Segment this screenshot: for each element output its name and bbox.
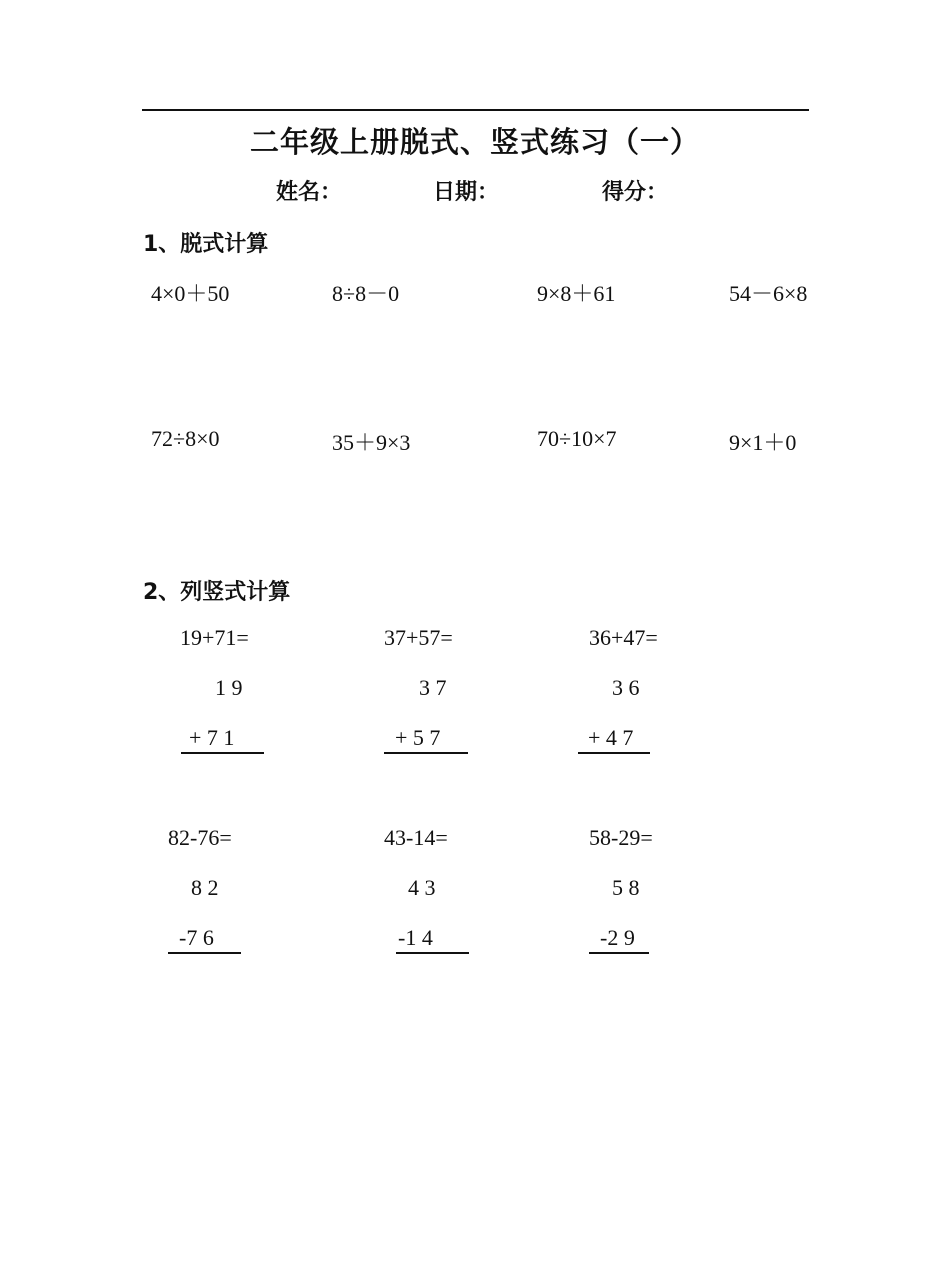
score-field-label: 得分： — [602, 180, 669, 205]
expression: 9×1＋0 — [729, 430, 797, 455]
vertical-problem-top-number: 3 7 — [419, 675, 447, 700]
vertical-problem-bottom-number: + 5 7 — [384, 725, 468, 754]
vertical-problem-top-number: 1 9 — [215, 675, 243, 700]
vertical-problem-equation: 58-29= — [589, 825, 653, 850]
vertical-problem-bottom-number: -2 9 — [589, 925, 649, 954]
vertical-problem-equation: 82-76= — [168, 825, 232, 850]
top-divider-line — [142, 109, 809, 111]
expression: 9×8＋61 — [537, 281, 616, 306]
expression: 72÷8×0 — [151, 426, 220, 451]
vertical-problem-top-number: 8 2 — [191, 875, 219, 900]
expression: 8÷8－0 — [332, 281, 400, 306]
vertical-problem-bottom-number: + 7 1 — [181, 725, 264, 754]
worksheet-title: 二年级上册脱式、竖式练习（一） — [249, 125, 700, 159]
vertical-problem-bottom-number: -7 6 — [168, 925, 241, 954]
vertical-problem-top-number: 3 6 — [612, 675, 640, 700]
vertical-problem-top-number: 5 8 — [612, 875, 640, 900]
vertical-problem-bottom-number: -1 4 — [396, 925, 469, 954]
expression: 70÷10×7 — [537, 426, 617, 451]
section1-heading: 1、脱式计算 — [143, 232, 269, 257]
expression: 4×0＋50 — [151, 281, 230, 306]
vertical-problem-top-number: 4 3 — [408, 875, 436, 900]
vertical-problem-equation: 19+71= — [180, 625, 249, 650]
section2-heading: 2、列竖式计算 — [143, 580, 291, 605]
vertical-problem-bottom-number: + 4 7 — [578, 725, 650, 754]
expression: 35＋9×3 — [332, 430, 411, 455]
vertical-problem-equation: 37+57= — [384, 625, 453, 650]
date-field-label: 日期： — [433, 180, 500, 205]
expression: 54－6×8 — [729, 281, 808, 306]
vertical-problem-equation: 36+47= — [589, 625, 658, 650]
vertical-problem-equation: 43-14= — [384, 825, 448, 850]
name-field-label: 姓名： — [276, 180, 343, 205]
